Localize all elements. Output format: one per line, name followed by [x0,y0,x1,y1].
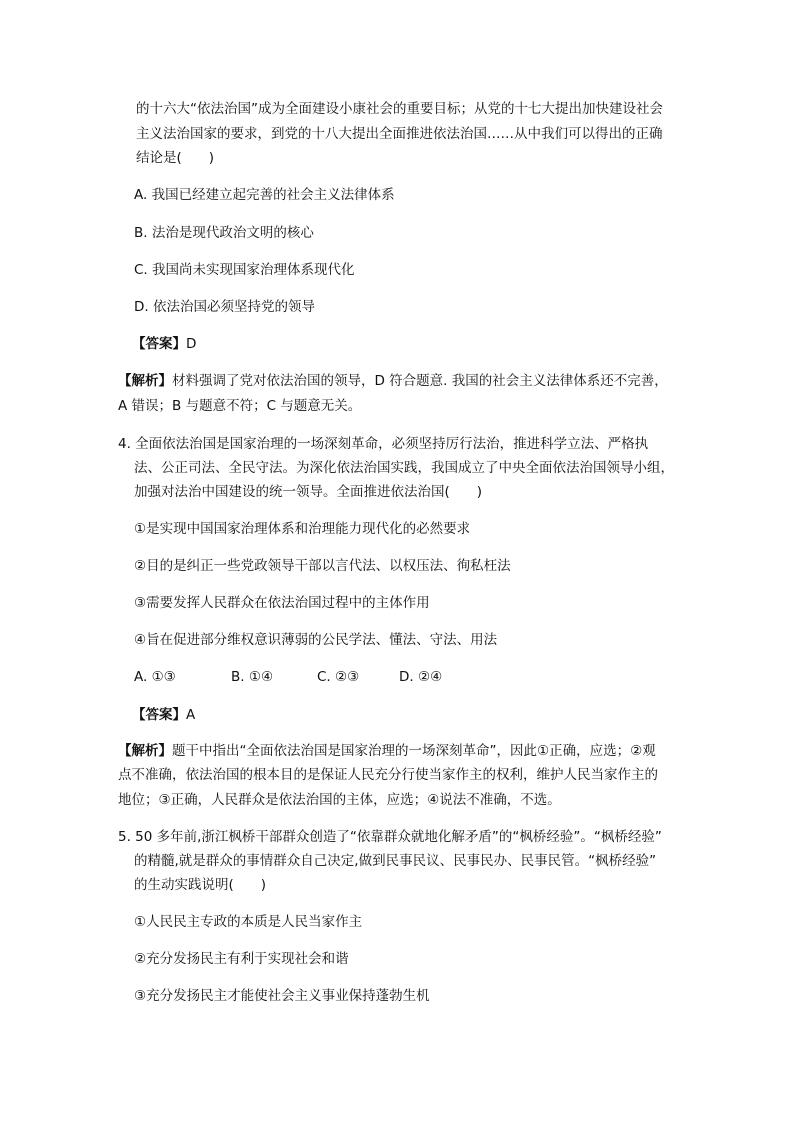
analysis-text: 题干中指出“全面依法治国是国家治理的一场深刻革命”，因此①正确，应选；②观 [172,743,656,759]
q3-analysis-line-1 [118,371,668,391]
answer-label: 【答案】 [132,707,186,723]
q3-option-a: A. 我国已经建立起完善的社会主义法律体系 [134,187,395,203]
q5-statement-1: ①人民民主专政的本质是人民当家作主 [134,914,363,930]
q4-statement-3: ③需要发挥人民群众在依法治国过程中的主体作用 [134,595,430,611]
analysis-text: 材料强调了党对依法治国的领导，D 符合题意. 我国的社会主义法律体系还不完善， [172,373,668,389]
q4-option-b: B. ①④ [231,669,274,685]
q4-option-c: C. ②③ [317,669,360,685]
q5-statement-2: ②充分发扬民主有利于实现社会和谐 [134,951,349,967]
answer-value: A [186,707,196,723]
q3-stem-line-2: 主义法治国家的要求，到党的十八大提出全面推进依法治国……从中我们可以得出的正确 [136,126,663,142]
q4-stem-line-3: 加强对法治中国建设的统一领导。全面推进依法治国( ) [134,484,483,500]
q5-statement-3: ③充分发扬民主才能使社会主义事业保持蓬勃生机 [134,988,430,1004]
answer-label: 【答案】 [132,336,186,352]
q4-answer [132,705,195,725]
q4-analysis-line-2: 点不准确，依法治国的根本目的是保证人民充分行使当家作主的权利，维护人民当家作主的 [118,767,658,783]
q3-option-d: D. 依法治国必须坚持党的领导 [134,299,315,315]
q4-stem-line-2: 法、公正司法、全民守法。为深化依法治国实践，我国成立了中央全面依法治国领导小组， [134,460,674,476]
q4-statement-4: ④旨在促进部分维权意识薄弱的公民学法、懂法、守法、用法 [134,632,498,648]
q3-answer [132,334,196,354]
q3-stem-line-1: 的十六大“依法治国”成为全面建设小康社会的重要目标；从党的十七大提出加快建设社会 [136,101,663,117]
q4-stem-line-1: 4. 全面依法治国是国家治理的一场深刻革命，必须坚持厉行法治，推进科学立法、严格执 [118,436,649,452]
q3-option-b: B. 法治是现代政治文明的核心 [134,225,314,241]
q4-options [134,667,442,687]
q4-statement-2: ②目的是纠正一些党政领导干部以言代法、以权压法、徇私枉法 [134,558,511,574]
q3-option-c: C. 我国尚未实现国家治理体系现代化 [134,262,355,278]
analysis-label: 【解析】 [118,373,172,389]
q4-analysis-line-1 [118,741,656,761]
q5-stem-line-2: 的精髓,就是群众的事情群众自己决定,做到民事民议、民事民办、民事民管。“枫桥经验” [134,853,657,869]
q3-analysis-line-2: A 错误；B 与题意不符；C 与题意无关。 [118,398,362,414]
answer-value: D [186,336,197,352]
q4-analysis-line-3: 地位；③正确，人民群众是依法治国的主体，应选；④说法不准确，不选。 [118,792,561,808]
q4-statement-1: ①是实现中国国家治理体系和治理能力现代化的必然要求 [134,521,471,537]
q5-stem-line-1: 5. 50 多年前,浙江枫桥干部群众创造了“依靠群众就地化解矛盾”的“枫桥经验”。“枫桥经验” [118,829,662,845]
q4-option-d: D. ②④ [399,669,443,685]
analysis-label: 【解析】 [118,743,172,759]
q3-stem-line-3: 结论是( ) [136,150,215,166]
q4-option-a: A. ①③ [134,669,176,685]
q5-stem-line-3: 的生动实践说明( ) [134,877,267,893]
